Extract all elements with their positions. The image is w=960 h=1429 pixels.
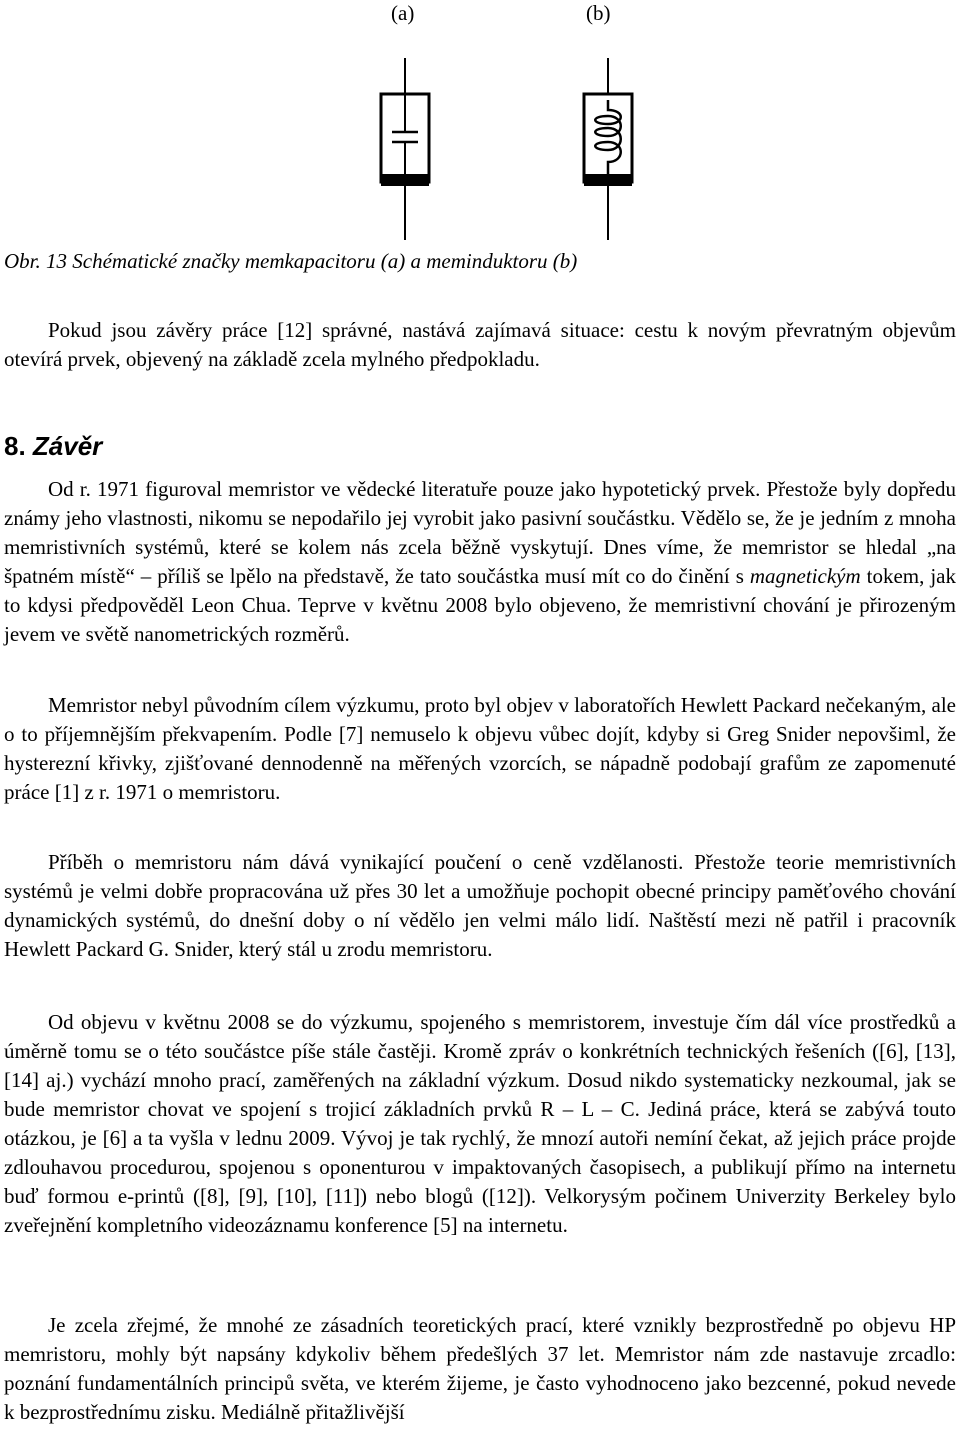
intro-paragraph: Pokud jsou závěry práce [12] správné, nastává zajímavá situace: cestu k novým převratným objevům otevírá prvek, objevený na základě zcela mylného předpokladu. bbox=[4, 318, 956, 371]
section-heading bbox=[4, 431, 102, 461]
paragraph-1 bbox=[4, 475, 956, 649]
paragraph-3: Příběh o memristoru nám dává vynikající poučení o ceně vzdělanosti. Přestože teorie memristivních systémů je velmi dobře propracována už přes 30 let a umožňuje pochopit obecné principy paměťového chování dynamických systémů, do dnešní doby o ní vědělo jen velmi málo lidí. Naštěstí mezi ně patřil i pracovník Hewlett Packard G. Snider, který stál u zrodu memristoru. bbox=[4, 850, 956, 961]
paragraph-1-start: Od r. 1971 figuroval memristor ve vědecké literatuře pouze jako hypotetický prvek. Přestože byly dopředu známy jeho vlastnosti, nikomu se nepodařilo jej vyrobit jako pasivní součástku. Vědělo se, že je jedním z mnoha memristivních systémů, které se kolem nás zcela běžně vyskytují. Dnes víme, že memristor se hledal „na špatném místě“ – příliš se lpělo na představě, že tato součástka musí mít co do činění s bbox=[4, 477, 956, 588]
figure-label-b: (b) bbox=[586, 1, 611, 25]
section-number: 8. bbox=[4, 431, 26, 461]
paragraph-5: Je zcela zřejmé, že mnohé ze zásadních teoretických prací, které vznikly bezprostředně po objevu HP memristoru, mohly být napsány kdykoliv během předešlých 37 let. Memristor nám zde nastavuje zrcadlo: poznání fundamentálních principů světa, ve kterém žijeme, je často vyhodnoceno jako bezcenné, pokud nevede k bezprostřednímu zisku. Mediálně přitažlivější bbox=[4, 1313, 956, 1424]
paragraph-2: Memristor nebyl původním cílem výzkumu, proto byl objev v laboratořích Hewlett Packard nečekaným, ale o to příjemnějším překvapením. Podle [7] nemuselo k objevu vůbec dojít, kdyby si Greg Snider nepovšiml, že hysterezní křivky, zjišťované dennodenně na měřených vzorcích, se nápadně podobají grafům ze zapomenuté práce [1] z r. 1971 o memristoru. bbox=[4, 693, 957, 804]
figure-caption: Obr. 13 Schématické značky memkapacitoru (a) a meminduktoru (b) bbox=[4, 249, 578, 273]
paragraph-4: Od objevu v květnu 2008 se do výzkumu, spojeného s memristorem, investuje čím dál více prostředků a úměrně tomu se o této součástce píše stále častěji. Kromě zpráv o konkrétních technických řešeních ([6], [13], [14] aj.) vychází mnoho prací, zaměřených na základní výzkum. Dosud nikdo systematicky nezkoumal, jak se bude memristor chovat ve spojení s trojicí základních prvků R – L – C. Jediná práce, která se zabývá touto otázkou, je [6] a ta vyšla v lednu 2009. Vývoj je tak rychlý, že mnozí autoři nemíní čekat, až jejich práce projde zdlouhavou procedurou, spojenou s oponenturou v impaktovaných časopisech, a publikují přímo na internetu buď formou e-printů ([8], [9], [10], [11]) nebo blogů ([12]). Velkorysým počinem Univerzity Berkeley bylo zveřejnění kompletního videozáznamu konference [5] na internetu. bbox=[4, 1010, 956, 1237]
section-title: Závěr bbox=[32, 431, 103, 461]
paragraph-1-end: tokem, jak to kdysi předpověděl Leon Chua. Teprve v květnu 2008 bylo objeveno, že memristivní chování je přirozeným jevem ve světě nanometrických rozměrů. bbox=[4, 564, 956, 646]
memcapacitor-symbol bbox=[378, 58, 434, 240]
figure-label-a: (a) bbox=[391, 1, 415, 25]
meminductor-symbol bbox=[581, 58, 637, 240]
paragraph-1-emphasis: magnetickým bbox=[749, 564, 861, 588]
